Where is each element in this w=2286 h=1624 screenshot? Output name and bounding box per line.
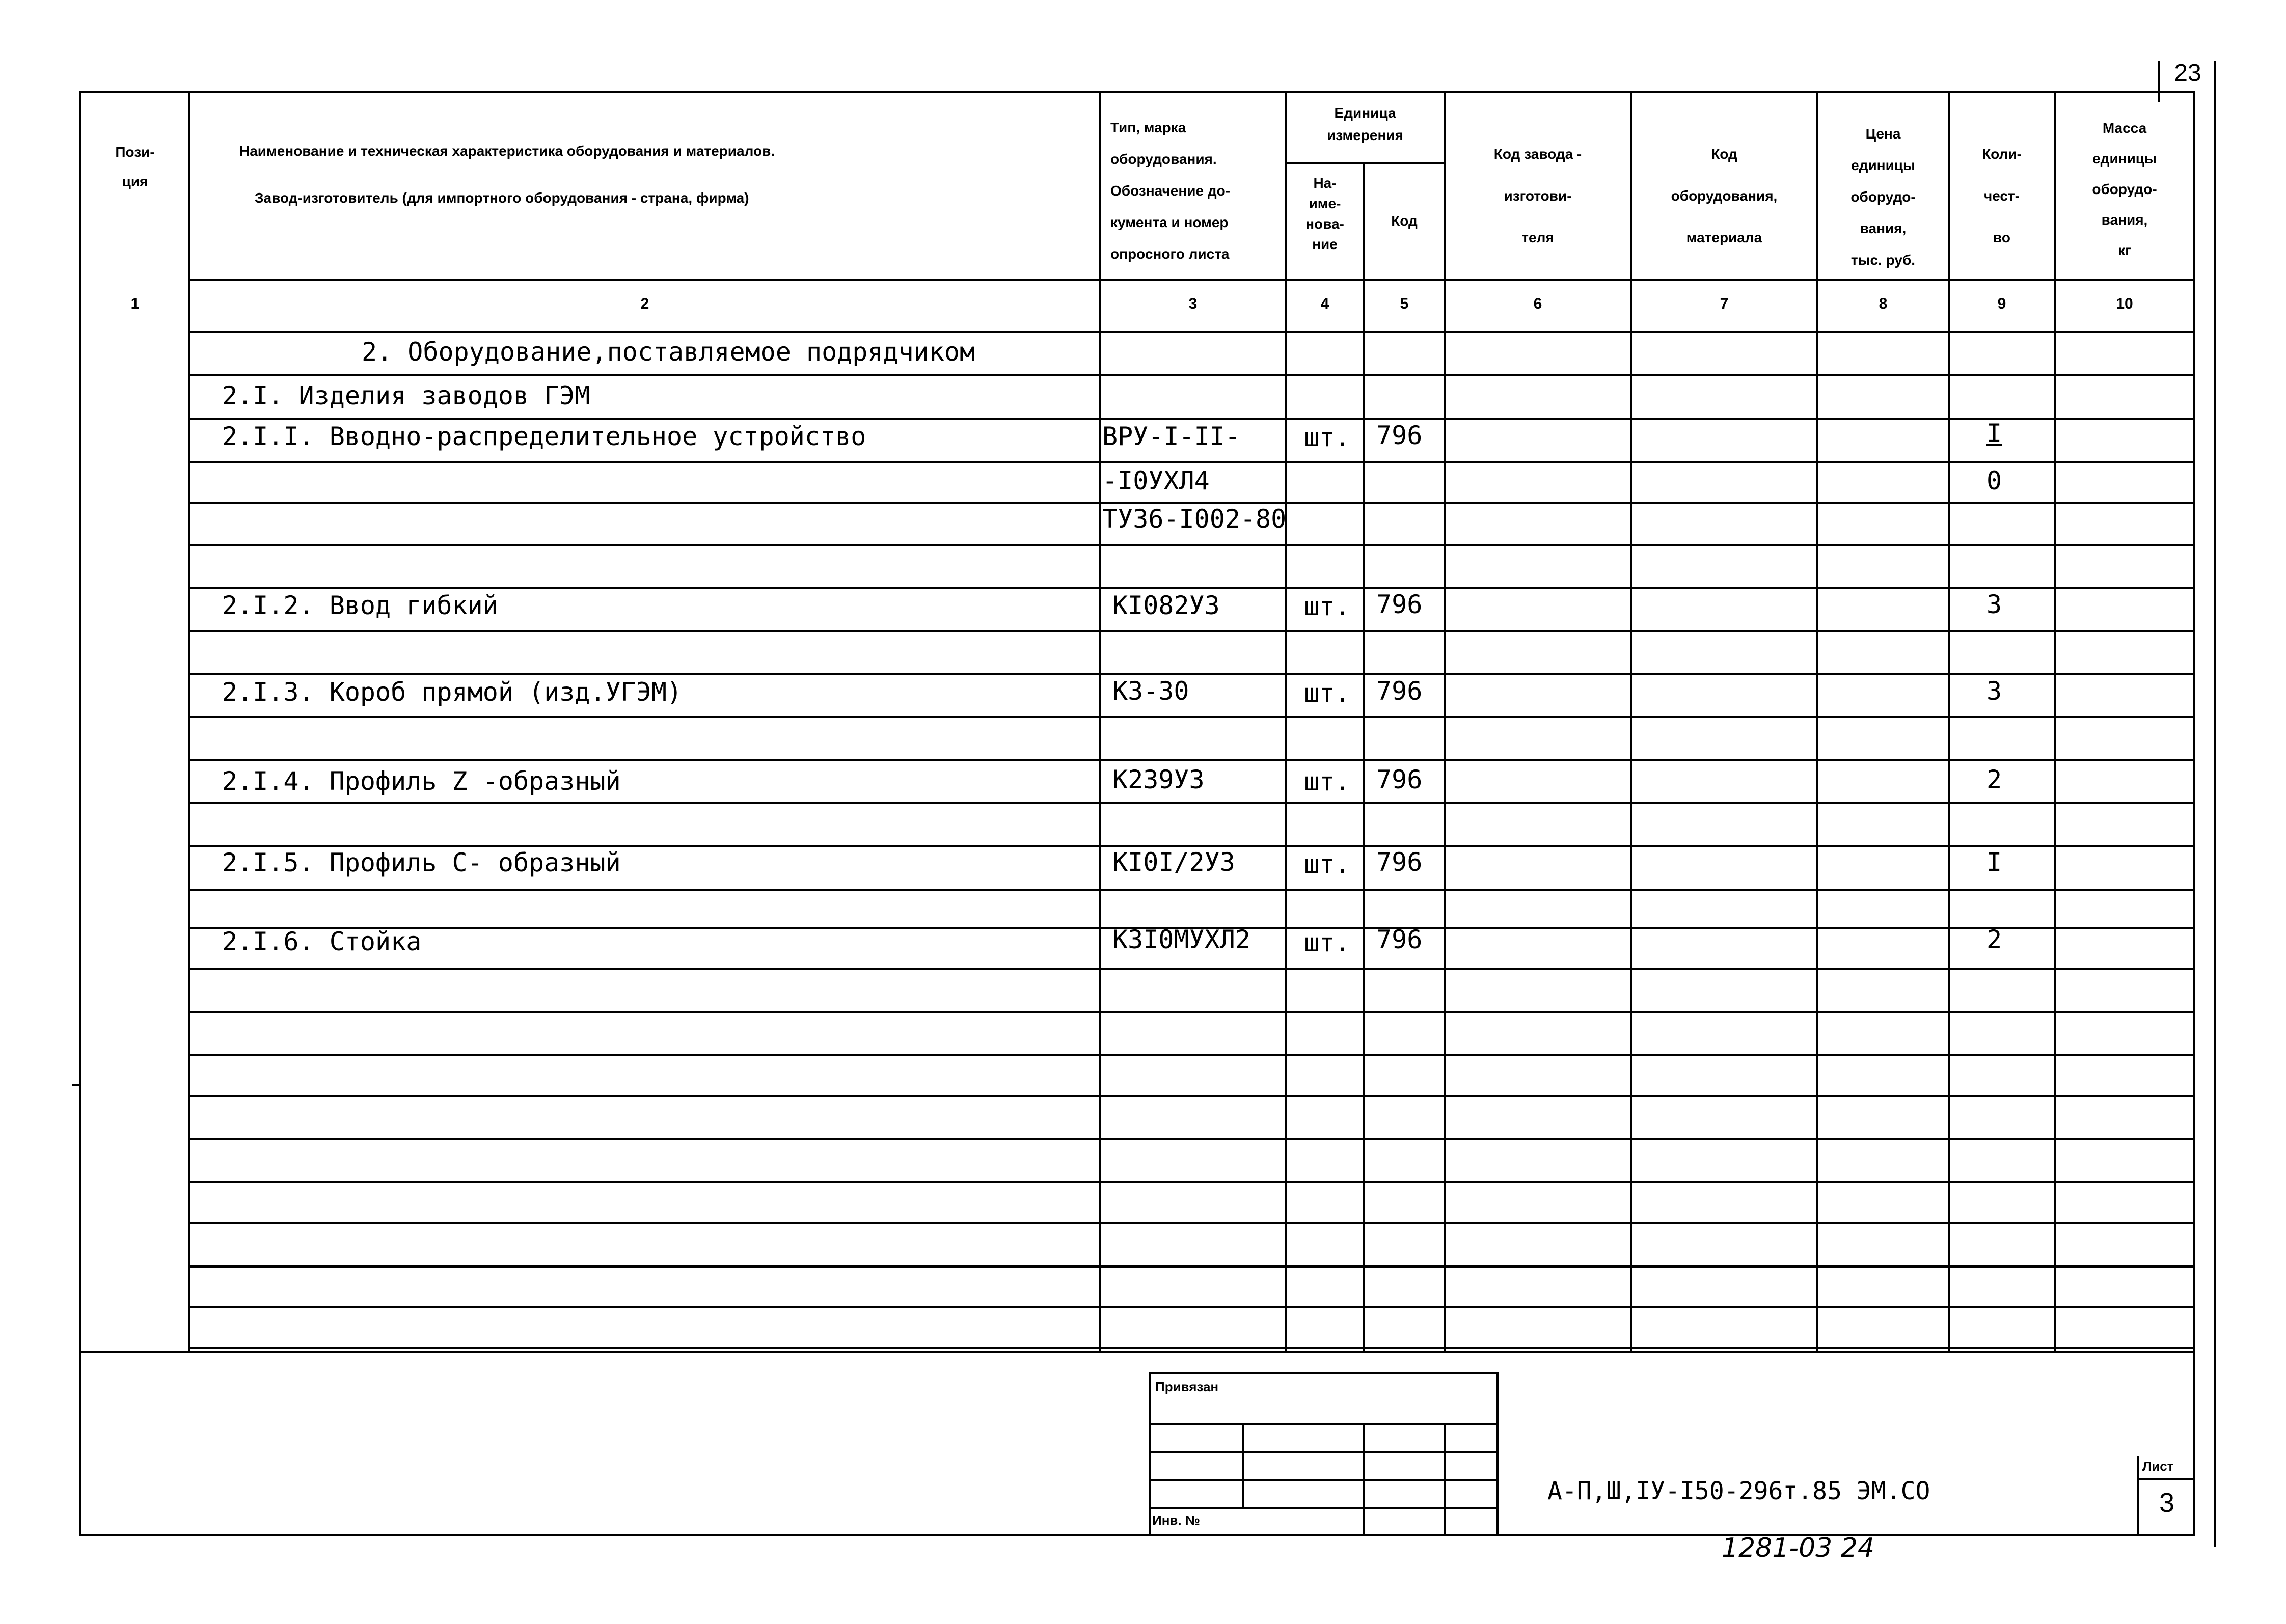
row-item-code: 796 xyxy=(1376,765,1423,794)
row-item-type: -I0УХЛ4 xyxy=(1102,466,1210,496)
header-name-line1: Наименование и техническая характеристика оборудования и материалов. xyxy=(239,143,775,159)
row-item-code: 796 xyxy=(1376,925,1423,954)
row-item-unit: шт. xyxy=(1304,592,1350,621)
stamp-privyazan: Привязан xyxy=(1155,1379,1219,1394)
row-item-code: 796 xyxy=(1376,676,1423,706)
handwritten-archive-number: 1281-03 24 xyxy=(1722,1533,1874,1563)
row-section-title: 2. Оборудование,поставляемое подрядчиком xyxy=(362,337,975,367)
colnum-8: 8 xyxy=(1879,295,1888,312)
row-item-qty: I xyxy=(1986,847,2002,877)
row-item-qty: 3 xyxy=(1986,590,2002,619)
row-item-type: ВРУ-I-II- xyxy=(1102,422,1240,451)
colnum-4: 4 xyxy=(1320,295,1329,312)
header-type: Тип, марка оборудования. Обозначение до- кумента и номер опросного листа xyxy=(1110,120,1231,262)
document-code: А-П,Ш,IУ-I50-296т.85 ЭМ.СО xyxy=(1547,1477,1930,1505)
row-item-unit: шт. xyxy=(1304,423,1350,452)
colnum-10: 10 xyxy=(2116,295,2133,312)
colnum-3: 3 xyxy=(1188,295,1198,312)
list-number: 3 xyxy=(2159,1488,2175,1518)
colnum-2: 2 xyxy=(640,295,649,312)
header-unit-name: На- име- нова- ние xyxy=(1305,175,1344,252)
row-item-qty: 3 xyxy=(1986,676,2002,706)
header-unit-code: Код xyxy=(1391,213,1418,229)
row-item-qty: I xyxy=(1986,419,2002,448)
row-item-type: КI0I/2У3 xyxy=(1112,847,1235,877)
row-item-unit: шт. xyxy=(1304,849,1350,879)
colnum-9: 9 xyxy=(1997,295,2006,312)
row-item-unit: шт. xyxy=(1304,928,1350,957)
row-item-name: 2.I.6. Стойка xyxy=(222,927,422,956)
row-item-name: 2.I.3. Короб прямой (изд.УГЭМ) xyxy=(222,677,683,707)
row-item-type: К3I0МУХЛ2 xyxy=(1112,925,1250,954)
colnum-6: 6 xyxy=(1533,295,1542,312)
row-item-name: 2.I.I. Вводно-распределительное устройство xyxy=(222,422,866,451)
row-item-code: 796 xyxy=(1376,590,1423,619)
colnum-1: 1 xyxy=(130,295,140,312)
row-item-type: КI082У3 xyxy=(1112,591,1220,620)
row-item-name: 2.I.5. Профиль С- образный xyxy=(222,848,621,877)
row-item-code: 796 xyxy=(1376,421,1423,450)
row-item-unit: шт. xyxy=(1304,767,1350,796)
row-item-qty: 0 xyxy=(1986,466,2002,496)
row-item-type: К239У3 xyxy=(1112,765,1205,794)
page-number: 23 xyxy=(2174,60,2201,87)
list-label: Лист xyxy=(2142,1458,2174,1474)
row-item-name: 2.I.4. Профиль Z -образный xyxy=(222,766,621,796)
header-price: Цена единицы оборудо- вания, тыс. руб. xyxy=(1850,126,1916,268)
row-item-code: 796 xyxy=(1376,847,1423,877)
colnum-5: 5 xyxy=(1400,295,1409,312)
header-position: Пози- ция xyxy=(115,144,155,189)
header-equipment-code: Код оборудования, материала xyxy=(1671,146,1778,245)
row-item-name: 2.I.2. Ввод гибкий xyxy=(222,591,498,620)
stamp-inv-no: Инв. № xyxy=(1152,1512,1200,1528)
row-item-qty: 2 xyxy=(1986,765,2002,794)
header-unit-group: Единица измерения xyxy=(1327,105,1403,143)
header-factory-code: Код завода - изготови- теля xyxy=(1493,146,1582,245)
header-quantity: Коли- чест- во xyxy=(1982,146,2022,245)
row-subsection-title: 2.I. Изделия заводов ГЭМ xyxy=(222,381,590,410)
header-name-line2: Завод-изготовитель (для импортного оборудования - страна, фирма) xyxy=(255,190,749,206)
row-item-qty: 2 xyxy=(1986,925,2002,954)
colnum-7: 7 xyxy=(1720,295,1729,312)
row-item-type: К3-30 xyxy=(1112,676,1189,706)
row-item-type: ТУ36-I002-80 xyxy=(1102,504,1287,534)
header-mass: Масса единицы оборудо- вания, кг xyxy=(2092,120,2157,258)
row-item-unit: шт. xyxy=(1304,678,1350,708)
